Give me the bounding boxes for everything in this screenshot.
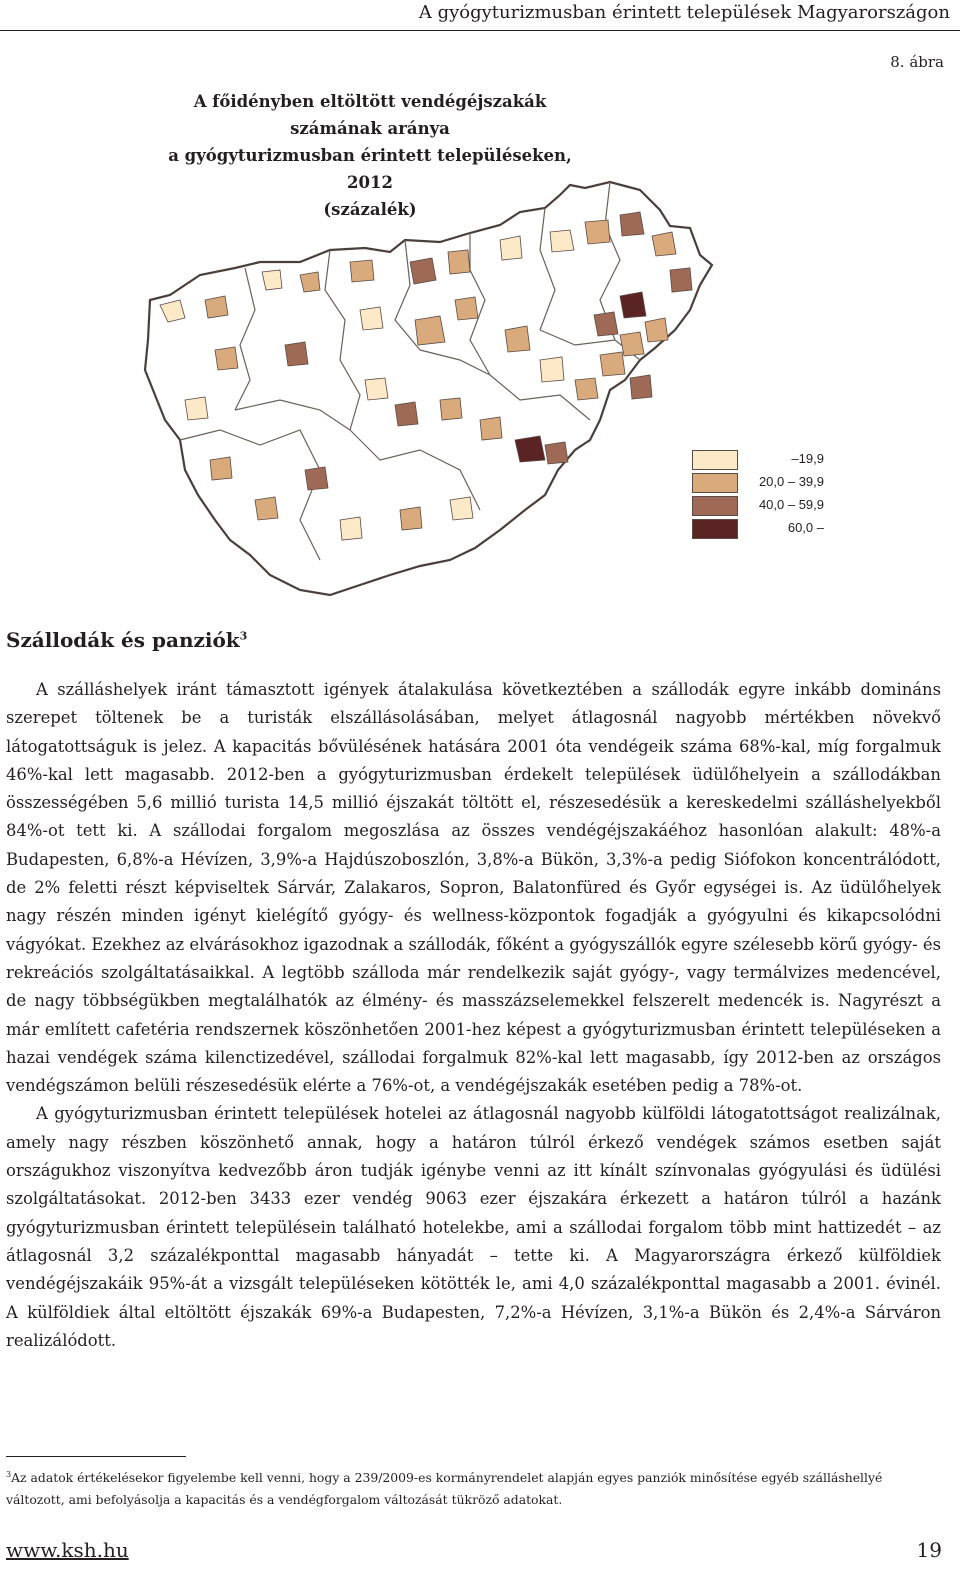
section-heading (6, 628, 247, 652)
legend-swatch (692, 450, 738, 470)
page-number: 19 (916, 1538, 942, 1562)
legend-row (692, 473, 832, 493)
figure-title-line: (százalék) (323, 200, 417, 219)
footnote-marker: 3 (6, 1470, 12, 1479)
footnote (6, 1464, 936, 1511)
footer-website-link[interactable]: www.ksh.hu (6, 1538, 129, 1562)
legend-swatch (692, 496, 738, 516)
body-text (6, 676, 941, 1355)
legend-label: 20,0 – 39,9 (758, 474, 824, 489)
country-outline (145, 182, 712, 595)
legend-row (692, 519, 832, 539)
figure-title-line: A főidényben eltöltött vendégéjszakák számának aránya (193, 92, 547, 138)
footnote-ref: 3 (239, 629, 248, 643)
running-title: A gyógyturizmusban érintett települések Magyarországon (418, 2, 950, 23)
legend-label: 40,0 – 59,9 (758, 497, 824, 512)
legend-swatch (692, 473, 738, 493)
figure-title-line: a gyógyturizmusban érintett településeken, 2012 (168, 146, 572, 192)
footnote-divider (6, 1456, 186, 1457)
legend-swatch (692, 519, 738, 539)
legend-row (692, 450, 832, 470)
paragraph: A gyógyturizmusban érintett települések hotelei az átlagosnál nagyobb külföldi látogatottságot realizálnak, amely nagy részben köszönhető annak, hogy a határon túlról érkező vendégek számos esetben saját országukhoz viszonyítva kedvezőbb áron tudják igénybe venni az itt kínált színvonalas gyógyulási és üdülési szolgáltatásokat. 2012-ben 3433 ezer vendég 9063 ezer éjszakára érkezett a határon túlról a hazánk gyógyturizmusban érintett településein található hotelekbe, ami a szállodai forgalom több mint hattizedét – az átlagosnál 3,2 százalékponttal magasabb hányadát – tette ki. A Magyarországra érkező külföldiek vendégéjszakáik 95%-át a vizsgált településeken kötötték le, ami 4,0 százalékponttal magasabb a 2001. évinél. A külföldiek által eltöltött éjszakák 69%-a Budapesten, 7,2%-a Hévízen, 3,1%-a Bükön és 2,4%-a Sárváron realizálódott. (6, 1104, 941, 1350)
paragraph: A szálláshelyek iránt támasztott igények átalakulása következtében a szállodák egyre inkább domináns szerepet töltenek be a turisták elszállásolásában, melyet átlagosnál nagyobb mértékben növekvő látogatottságuk is jelez. A kapacitás bővülésének hatására 2001 óta vendégeik száma 68%-kal, míg forgalmuk 46%-kal lett magasabb. 2012-ben a gyógyturizmusban érdekelt települések üdülőhelyein a szállodákban összességében 5,6 millió turista 14,5 millió éjszakát töltött el, részesedésük a kereskedelmi szálláshelyekből 84%-ot tett ki. A szállodai forgalom megoszlása az összes vendégéjszakáéhoz hasonlóan alakult: 48%-a Budapesten, 6,8%-a Hévízen, 3,9%-a Hajdúszoboszlón, 3,8%-a Bükön, 3,3%-a pedig Siófokon koncentrálódott, de 2% feletti részt képviseltek Sárvár, Zalakaros, Sopron, Balatonfüred és Győr egységei is. Az üdülőhelyek nagy részén minden igényt kielégítő gyógy- és wellness-központok fogadják a gyógyulni és kikapcsolódni vágyókat. Ezekhez az elvárásokhoz igazodnak a szállodák, főként a gyógyszállók egyre szélesebb körű gyógy- és rekreációs szolgáltatásaikkal. A legtöbb szálloda már rendelkezik saját gyógy-, vagy termálvizes medencével, de nagy többségükben megtalálhatók az élmény- és masszázselemekkel felszerelt medencék is. Nagyrészt a már említett cafetéria rendszernek köszönhetően 2001-hez képest a gyógyturizmusban érintett településeken a hazai vendégek száma kilenctizedével, szállodai forgalmuk 82%-kal lett magasabb, így 2012-ben az országos vendégszámon belüli részesedésük elérte a 76%-ot, a vendégéjszakák esetében pedig a 78%-ot. (6, 680, 941, 1096)
figure-number: 8. ábra (890, 53, 944, 71)
legend-label: 60,0 – (787, 520, 824, 535)
section-heading-text: Szállodák és panziók (6, 628, 240, 652)
legend-row (692, 496, 832, 516)
footnote-text: Az adatok értékelésekor figyelembe kell venni, hogy a 239/2009-es kormányrendelet alapján egyes panziók minősítése egyéb szálláshellyé változott, ami befolyásolja a kapacitás és a vendégforgalom változását tükröző adatokat. (6, 1470, 883, 1508)
legend-label: –19,9 (791, 451, 824, 466)
